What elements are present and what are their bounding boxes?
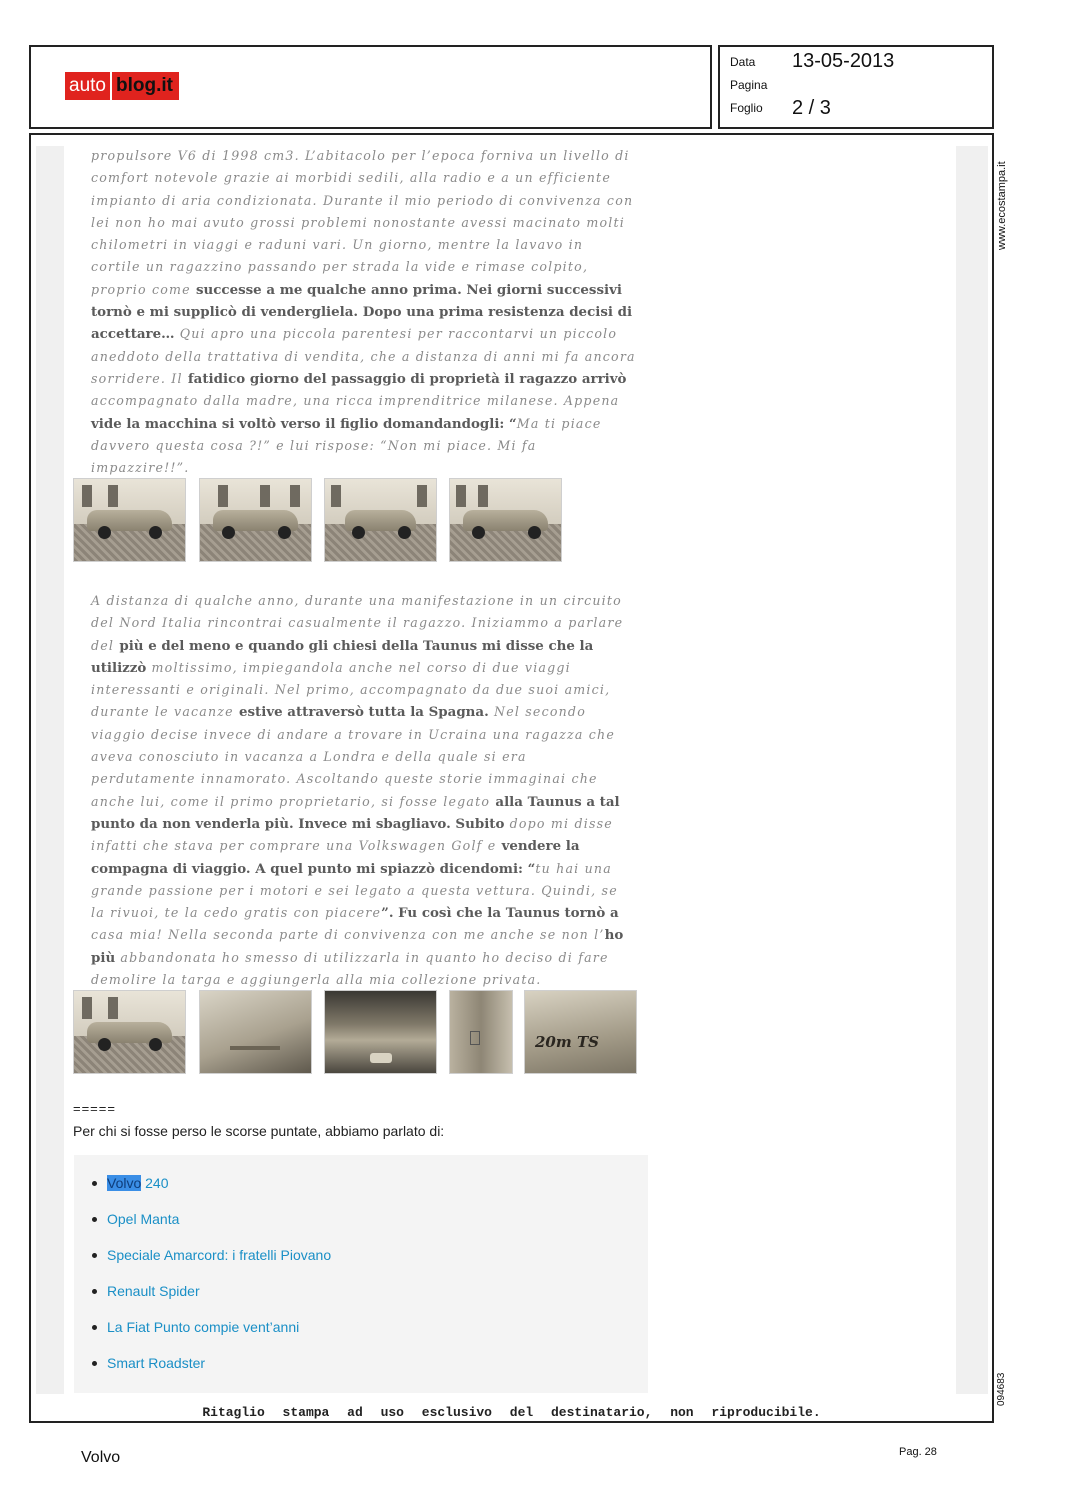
article-bold-run: successe a me qualche anno prima. Nei giorni successivi tornò e mi supplicò di vendergliela. Dopo una prima resistenza decisi di accettare… (91, 281, 633, 343)
car-detail-photo-emblem[interactable] (524, 990, 637, 1074)
bullet-icon (92, 1361, 97, 1366)
data-value: 13-05-2013 (792, 50, 895, 72)
page-number: Pag. 28 (899, 1446, 937, 1458)
article-bold-run: estive attraversò tutta la Spagna. (239, 704, 489, 721)
episode-link-text: La Fiat Punto compie vent’anni (107, 1319, 300, 1335)
episode-link-text: 240 (141, 1175, 169, 1191)
bullet-icon (92, 1217, 97, 1222)
article-run: Ma ti piace davvero questa cosa ?! (91, 415, 602, 453)
article-paragraph-1 (91, 145, 636, 479)
episode-link-text: Speciale Amarcord: i fratelli Piovano (107, 1247, 332, 1263)
foglio-value: 2 / 3 (792, 97, 831, 119)
article-run: ”. (176, 460, 190, 476)
article-run: tu hai una grande passione per i motori e sei legato a questa vettura. Quindi, se la rivuoi, te la cedo gratis con piacere (91, 860, 618, 921)
article-bold-run: alla Taunus a tal punto da non venderla più. Invece mi sbagliavo. Subito (91, 793, 620, 832)
footer-topic: Volvo (81, 1449, 121, 1466)
article-run: casa mia! Nella seconda parte di convivenza con me anche se non l’ (91, 927, 605, 943)
data-label: Data (730, 55, 756, 69)
bullet-icon (92, 1325, 97, 1330)
article-bold-run: vide la macchina si voltò verso il figlio domandandogli: “ (91, 415, 517, 432)
episode-link[interactable] (92, 1247, 331, 1263)
article-bold-run: ho più (91, 927, 624, 966)
car-photo-4[interactable] (449, 478, 562, 562)
article-bold-run: più e del meno e quando gli chiesi della Taunus mi disse che la utilizzò (91, 637, 594, 676)
episode-link-text: Smart Roadster (107, 1355, 206, 1371)
foglio-label: Foglio (730, 101, 763, 115)
car-detail-photo-badge[interactable] (449, 990, 513, 1074)
article-bold-run: vendere la compagna di viaggio. A quel punto mi spiazzò dicendomi: “ (91, 838, 580, 877)
article-run: Nel secondo viaggio decise invece di andare a trovare in Ucraina una ragazza che aveva conosciuto in vacanza a Londra e della quale si era perdutamente innamorato. Ascoltando queste storie immaginai che anche lui, come il primo proprietario, si fosse legato (91, 704, 615, 809)
pagina-label: Pagina (730, 78, 768, 92)
bullet-icon (92, 1253, 97, 1258)
episode-link[interactable] (92, 1175, 169, 1191)
previous-episodes-list (74, 1155, 648, 1393)
autoblog-logo[interactable] (65, 72, 179, 100)
emblem-text: 20m TS (535, 1033, 599, 1051)
episode-link[interactable] (92, 1211, 179, 1227)
car-photo-3[interactable] (324, 478, 437, 562)
episode-link[interactable] (92, 1319, 299, 1335)
logo-blog-text: blog.it (110, 72, 179, 100)
article-run: Qui apro una piccola parentesi per raccontarvi un piccolo aneddoto della trattativa di vendita, che a distanza di anni mi fa ancora sorridere. Il (91, 326, 636, 386)
article-run: A distanza di qualche anno, durante una manifestazione in un circuito del Nord Italia rincontrai casualmente il ragazzo. Iniziammo a parlare del (91, 593, 624, 653)
car-detail-photo-side[interactable] (199, 990, 312, 1074)
episode-link[interactable] (92, 1355, 205, 1371)
separator: ===== (73, 1101, 116, 1116)
article-run: accompagnato dalla madre, una ricca imprenditrice milanese. Appena (91, 393, 620, 409)
article-run: Non mi piace. Mi fa impazzire!! (91, 437, 537, 476)
episode-link-text: Opel Manta (107, 1211, 180, 1227)
left-gutter (36, 146, 64, 1394)
article-bold-run: ”. Fu così che la Taunus tornò a (381, 905, 619, 922)
car-detail-photo-rear[interactable] (324, 990, 437, 1074)
logo-auto-text: auto (65, 72, 110, 100)
article-run: propulsore V6 di 1998 cm3. L’abitacolo per l’epoca forniva un livello di comfort notevole grazie ai morbidi sedili, alla radio e a un efficiente impianto di aria condizionata. Durante il mio periodo di convivenza con lei non ho mai avuto grossi problemi nonostante avessi macinato molti chilometri in viaggi e raduni vari. Un giorno, mentre la lavavo in cortile un ragazzino passando per strada la vide e rimase colpito, proprio come (91, 148, 634, 297)
ecostampa-url: www.ecostampa.it (996, 161, 1008, 250)
clipping-code: 094683 (996, 1372, 1007, 1406)
article-bold-run: fatidico giorno del passaggio di proprietà il ragazzo arrivò (187, 370, 627, 387)
previous-episodes-intro: Per chi si fosse perso le scorse puntate, abbiamo parlato di: (73, 1123, 445, 1139)
copyright-notice: Ritaglio stampa ad uso esclusivo del destinatario, non riproducibile. (202, 1405, 821, 1420)
episode-link[interactable] (92, 1283, 200, 1299)
article-paragraph-2 (91, 590, 636, 991)
right-gutter (956, 146, 988, 1394)
bullet-icon (92, 1181, 97, 1186)
article-run: ” e lui rispose: “ (263, 437, 388, 453)
article-run: abbandonata ho smesso di utilizzarla in quanto ho deciso di fare demolire la targa e aggiungerla alla mia collezione privata. (91, 949, 609, 988)
article-run: moltissimo, impiegandola anche nel corso di due viaggi interessanti e originali. Nel primo, accompagnato da due suoi amici, durante le vacanze (91, 659, 611, 720)
car-photo-2[interactable] (199, 478, 312, 562)
car-photo-5[interactable] (73, 990, 186, 1074)
article-run: dopo mi disse infatti che stava per comprare una Volkswagen Golf e (91, 815, 613, 854)
header-logo-box (29, 45, 712, 129)
episode-link-text: Renault Spider (107, 1283, 200, 1299)
bullet-icon (92, 1289, 97, 1294)
search-highlight: Volvo (107, 1175, 142, 1191)
car-photo-1[interactable] (73, 478, 186, 562)
header-meta-box (718, 45, 994, 129)
